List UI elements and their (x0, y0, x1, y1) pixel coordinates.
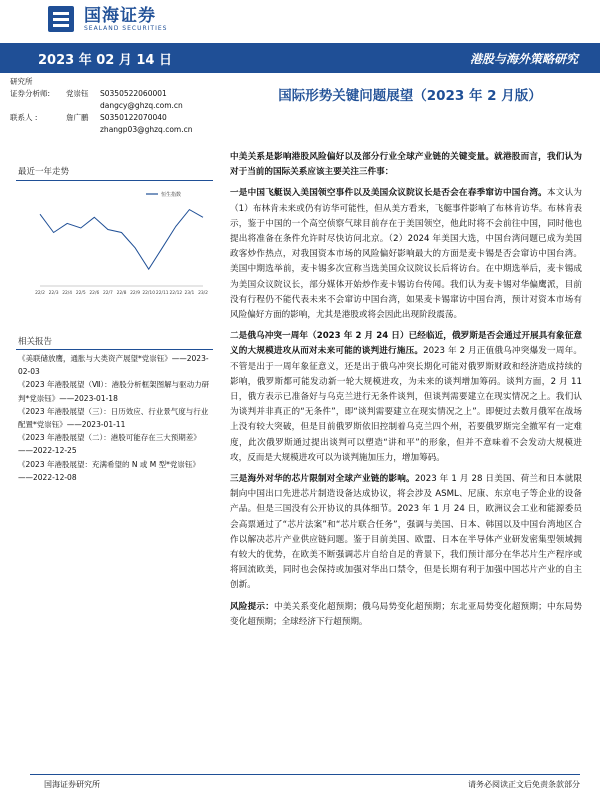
divider (16, 180, 213, 181)
brand-name: 国海证券 (84, 5, 156, 26)
related-report-link[interactable]: 《2023 年港股展望：充满希望的 N 或 M 型*党崇钰》——2022-12-08 (18, 459, 200, 482)
footer-org: 国海证券研究所 (44, 780, 100, 789)
series-line (40, 210, 203, 270)
sealand-logo-icon (46, 4, 76, 34)
x-tick-label: 22/10 (142, 291, 155, 296)
analyst-email[interactable]: zhangp03@ghzq.com.cn (100, 125, 193, 134)
x-tick-label: 22/12 (169, 291, 183, 296)
legend-label: 恒生指数 (161, 192, 182, 198)
analyst-email[interactable]: dangcy@ghzq.com.cn (100, 101, 183, 110)
divider (16, 349, 213, 350)
brand-name-en: SEALAND SECURITIES (84, 24, 168, 32)
related-reports-list (18, 352, 213, 484)
point-3-bold: 三是海外对华的芯片限制对全球产业链的影响。 (230, 474, 415, 485)
report-category: 港股与海外策略研究 (469, 52, 578, 66)
analyst-role: 联系人 : (10, 113, 38, 122)
related-report-link[interactable]: 《美联储放鹰，通胀与大类资产展望*党崇钰》——2023-02-03 (18, 354, 209, 377)
x-tick-label: 22/4 (62, 291, 73, 296)
report-body (230, 150, 582, 636)
analyst-name: 詹广鹏 (66, 113, 89, 122)
related-title: 相关报告 (18, 337, 53, 347)
point-3-text: 2023 年 1 月 28 日美国、荷兰和日本就限制向中国出口先进芯片制造设备达成协议，将会涉及 ASML、尼康、东京电子等企业的设备产品。但是三国没有公开协议的具体细节。2023 年 1 月 24 日，欧洲议会工业和能源委员会高票通过了“芯片法案”和“芯片联合任务”，强调与美国、日本、韩国以及中国台湾地区合作以解决芯片产业供应链问题。鉴于目前美国、欧盟、日本在半导体产业研发密集型领域拥有较大的优势，在欧美不断强调芯片自给自足的背景下，我们预计部分在华芯片生产程序或将回流欧美，同时也会保持或加强对华出口禁令，但是长期有利于加强中国芯片产业的自主创新。 (230, 474, 582, 591)
x-tick-label: 22/11 (155, 291, 169, 296)
x-tick-label: 22/6 (89, 291, 100, 296)
point-2-bold: 二是俄乌冲突一周年（2023 年 2 月 24 日）已经临近，俄罗斯是否会通过开展具有象征意义的大规模进攻从而对未来可能的谈判进行施压。 (230, 331, 582, 357)
point-1-bold: 一是中国飞艇误入美国领空事件以及美国众议院议长是否会在春季窜访中国台湾。 (230, 188, 547, 199)
related-report-link[interactable]: 《2023 年港股展望（二）：港股可能存在三大预期差》——2022-12-25 (18, 433, 201, 456)
x-tick-label: 22/3 (48, 291, 59, 296)
report-title: 国际形势关键问题展望（2023 年 2 月版） (278, 88, 542, 104)
analyst-row (10, 112, 215, 124)
analyst-role: 证券分析师: (10, 89, 51, 98)
chart-section-title: 最近一年走势 (18, 167, 70, 177)
risk-label: 风险提示： (230, 601, 275, 612)
x-tick-label: 23/2 (198, 291, 208, 296)
intro-bold: 中美关系是影响港股风险偏好以及部分行业全球产业链的关键变量。就港股而言，我们认为对于当前的国际关系应该主要关注三件事： (230, 152, 582, 178)
x-tick-label: 22/5 (75, 291, 86, 296)
point-2-text: 2023 年 2 月正值俄乌冲突爆发一周年。不管是出于一周年象征意义，还是出于俄乌冲突长期化可能对俄罗斯财政和经济造成持续的影响，俄罗斯都可能发动新一轮大规模进攻，为未来的谈判增加筹码。谈判方面，2 月 11 日，俄方表示已准备好与乌克兰进行无条件谈判，但谈判需要建立在现实情况之上。我们认为谈判并非真正的“无条件”，即“谈判需要建立在现实情况之上”。即便过去数月俄军在战场上没有较大突破，但是目前俄罗斯依旧控制着乌克兰四个州，若要俄罗斯完全撤军有一定难度，此次俄罗斯通过提出谈判可以塑造“讲和平”的形象，但并不意味着不会发动大规模进攻，反而是大规模进攻可以为谈判施加压力，增加筹码。 (230, 346, 582, 463)
x-tick-label: 22/2 (35, 291, 45, 296)
point-1-text: 本文认为（1）布林肯未来或仍有访华可能性，但从美方看来，飞艇事件影响了布林肯访华。布林肯表示，鉴于中国的一个高空侦察气球目前存在于美国领空，他此时将不会前往中国，同时他也提出将准备在条件允许时尽快访问北京。（2）2024 年美国大选，中国台湾问题已成为美国政客炒作热点，对我国资本市场的风险偏好影响最大的方面是麦卡锡是否会窜访中国台湾。美国中期选举前，麦卡锡多次宣称当选美国众议院议长后将访台。在中期选举后，麦卡锡成为美国众议院议长，部分媒体开始炒作麦卡锡访台传闻。我们认为麦卡锡对华偏鹰派，目前没有行程仍不能代表未来不会窜访中国台湾，如果麦卡锡窜访中国台湾，预计对资本市场有风险偏好方面的影响，尤其是港股或将会因此出现阶段震荡。 (230, 188, 582, 321)
analyst-info (10, 76, 215, 136)
risk-text: 中美关系变化超预期；俄乌局势变化超预期；东北亚局势变化超预期；中东局势变化超预期；全球经济下行超预期。 (230, 601, 582, 627)
trend-chart (18, 188, 213, 298)
related-report-link[interactable]: 《2023 年港股展望（Ⅶ）：港股分析框架图解与驱动力研判*党崇钰》——2023-01-18 (18, 380, 210, 403)
related-report-link[interactable]: 《2023 年港股展望（三）：日历效应、行业景气度与行业配置*党崇钰》——2023-01-11 (18, 406, 209, 430)
x-tick-label: 22/8 (116, 291, 127, 296)
x-tick-label: 22/7 (102, 291, 113, 296)
x-tick-label: 22/9 (130, 291, 141, 296)
analyst-name: 党崇钰 (66, 89, 89, 98)
report-date: 2023 年 02 月 14 日 (38, 53, 172, 68)
x-tick-label: 23/1 (184, 291, 195, 296)
research-label: 研究所 (10, 77, 33, 86)
header-banner (0, 43, 600, 73)
footer-divider (30, 774, 580, 775)
analyst-row (10, 88, 215, 100)
footer-disclaimer: 请务必阅读正文后免责条款部分 (468, 780, 580, 789)
analyst-cert: S0350122070040 (100, 113, 167, 122)
brand-logo (46, 4, 167, 34)
analyst-cert: S0350522060001 (100, 89, 167, 98)
